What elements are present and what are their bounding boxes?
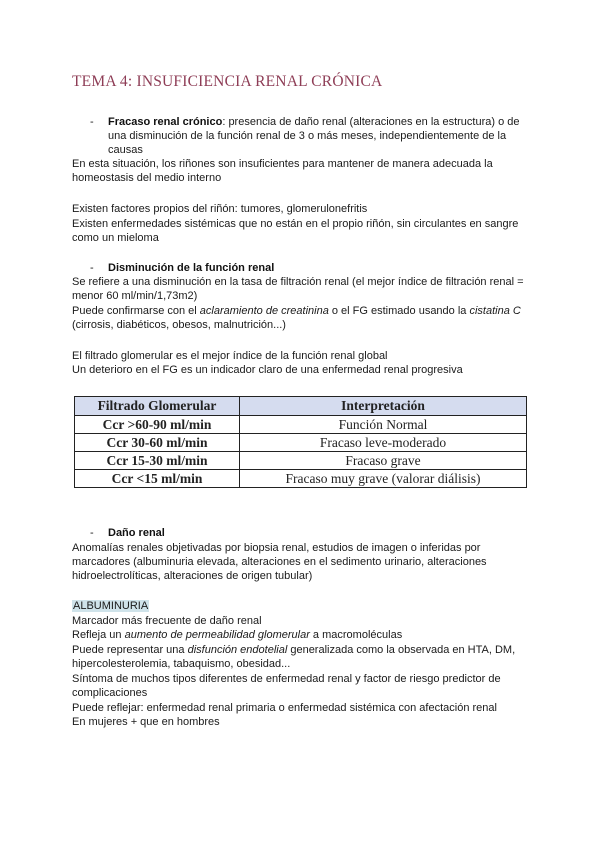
- paragraph-line: En mujeres + que en hombres: [72, 716, 220, 728]
- paragraph-line: En esta situación, los riñones son insuficientes para mantener de manera adecuada la: [72, 158, 493, 170]
- table-header-cell: Filtrado Glomerular: [75, 397, 240, 416]
- table-cell: Fracaso grave: [240, 452, 527, 470]
- page-title: TEMA 4: INSUFICIENCIA RENAL CRÓNICA: [72, 73, 383, 90]
- paragraph-line: como un mieloma: [72, 232, 159, 244]
- bullet-marker: -: [90, 116, 94, 128]
- text-run: o el FG estimado usando la: [328, 305, 470, 317]
- albuminuria-heading: ALBUMINURIA: [73, 600, 149, 612]
- definition-text: una disminución de la función renal de 3 o más meses, independientemente de la: [108, 130, 507, 142]
- paragraph-line: Marcador más frecuente de daño renal: [72, 615, 262, 627]
- table-cell: Ccr >60-90 ml/min: [75, 416, 240, 434]
- table-row: [75, 434, 527, 452]
- text-run: Refleja un: [72, 629, 125, 641]
- bullet-marker: -: [90, 262, 94, 274]
- definition-text: : presencia de daño renal (alteraciones en la estructura) o de: [222, 116, 520, 128]
- paragraph-line: [72, 305, 521, 318]
- text-run: Puede confirmarse con el: [72, 305, 200, 317]
- table-cell: Función Normal: [240, 416, 527, 434]
- bullet-marker: -: [90, 527, 94, 539]
- italic-term: cistatina C: [469, 305, 521, 317]
- paragraph-line: Se refiere a una disminución en la tasa de filtración renal (el mejor índice de filtración renal =: [72, 276, 524, 288]
- text-run: Puede representar una: [72, 644, 188, 656]
- italic-term: disfunción endotelial: [187, 644, 288, 656]
- table-row: [75, 452, 527, 470]
- paragraph-line: Existen enfermedades sistémicas que no están en el propio riñón, sin circulantes en sangre: [72, 218, 519, 230]
- heading-disminucion-funcion-renal: Disminución de la función renal: [108, 262, 275, 274]
- paragraph-line: El filtrado glomerular es el mejor índice de la función renal global: [72, 350, 388, 362]
- table-header-row: [75, 397, 527, 416]
- table-cell: Ccr 15-30 ml/min: [75, 452, 240, 470]
- text-run: generalizada como la observada en HTA, DM,: [287, 644, 516, 656]
- paragraph-line: Existen factores propios del riñón: tumores, glomerulonefritis: [72, 203, 368, 215]
- term-fracaso-renal-cronico: Fracaso renal crónico: [108, 116, 223, 128]
- table-cell: Ccr <15 ml/min: [75, 470, 240, 488]
- table-row: [75, 416, 527, 434]
- paragraph-line: hipercolesterolemia, tabaquismo, obesidad...: [72, 658, 291, 670]
- paragraph-line: hidroelectrolíticas, alteraciones de origen tubular): [72, 570, 313, 582]
- table-cell: Fracaso muy grave (valorar diálisis): [240, 470, 527, 488]
- paragraph-line: marcadores (albuminuria elevada, alteraciones en el sedimento urinario, alteraciones: [72, 556, 487, 568]
- heading-dano-renal: Daño renal: [108, 527, 165, 539]
- paragraph-line: (cirrosis, diabéticos, obesos, malnutrición...): [72, 319, 286, 331]
- paragraph-line: Anomalías renales objetivadas por biopsia renal, estudios de imagen o inferidas por: [72, 542, 481, 554]
- table-row: [75, 470, 527, 488]
- section-heading: [108, 262, 274, 275]
- paragraph-line: menor 60 ml/min/1,73m2): [72, 290, 198, 302]
- table-cell: Fracaso leve-moderado: [240, 434, 527, 452]
- text-run: a macromoléculas: [309, 629, 403, 641]
- paragraph-line: Un deterioro en el FG es un indicador claro de una enfermedad renal progresiva: [72, 364, 463, 376]
- filtrado-glomerular-table: [74, 396, 527, 488]
- definition-text: causas: [108, 144, 143, 156]
- paragraph-line: [72, 644, 515, 657]
- paragraph-line: Síntoma de muchos tipos diferentes de enfermedad renal y factor de riesgo predictor de: [72, 673, 501, 685]
- section-heading: [108, 527, 165, 540]
- italic-term: aumento de permeabilidad glomerular: [124, 629, 310, 641]
- paragraph-line: complicaciones: [72, 687, 148, 699]
- table-header-cell: Interpretación: [240, 397, 527, 416]
- table-cell: Ccr 30-60 ml/min: [75, 434, 240, 452]
- paragraph-line: [72, 629, 402, 642]
- paragraph-line: homeostasis del medio interno: [72, 172, 222, 184]
- paragraph-line: Puede reflejar: enfermedad renal primaria o enfermedad sistémica con afectación renal: [72, 702, 497, 714]
- bullet-line: [108, 116, 520, 129]
- section-heading: [72, 600, 149, 613]
- italic-term: aclaramiento de creatinina: [199, 305, 329, 317]
